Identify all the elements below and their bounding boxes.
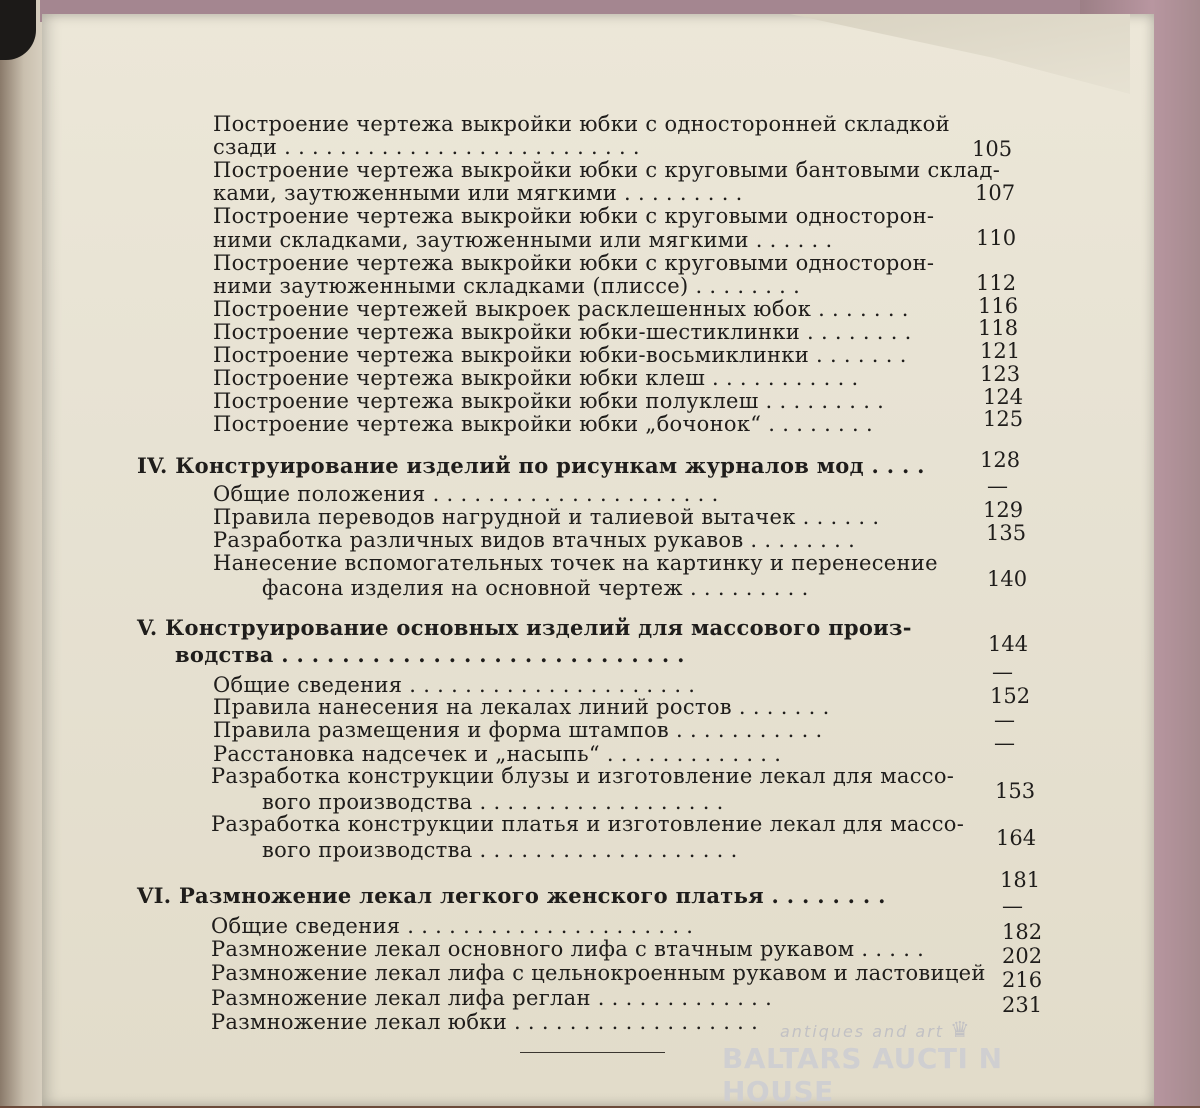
toc-entry: Разработка конструкции блузы и изготовление лекал для массо- <box>211 764 955 788</box>
toc-entry: Правила переводов нагрудной и талиевой вытачек . . . . . . <box>213 505 880 529</box>
toc-page-number: 128 <box>980 448 1021 472</box>
toc-entry: Общие сведения . . . . . . . . . . . . . . . . . . . . . <box>211 914 694 938</box>
toc-chapter-heading: VI. Размножение лекал легкого женского платья . . . . . . . . <box>137 883 886 908</box>
toc-entry: вого производства . . . . . . . . . . . . . . . . . . . <box>262 838 738 862</box>
toc-entry: сзади . . . . . . . . . . . . . . . . . . . . . . . . . . <box>213 135 640 159</box>
end-rule <box>520 1052 665 1053</box>
toc-page-number: 144 <box>988 632 1029 656</box>
watermark <box>722 1018 1122 1108</box>
toc-entry: вого производства . . . . . . . . . . . . . . . . . . <box>262 790 724 814</box>
toc-page-number: — <box>992 660 1013 684</box>
toc-page-number: 140 <box>987 567 1028 591</box>
toc-page-number: 129 <box>983 498 1024 522</box>
toc-entry: ними складками, заутюженными или мягкими . . . . . . <box>213 228 833 252</box>
toc-page-number: 182 <box>1002 920 1043 944</box>
watermark-tagline: antiques and art <box>780 1022 945 1041</box>
toc-entry: ними заутюженными складками (плиссе) . . . . . . . . <box>213 274 801 298</box>
toc-entry: Построение чертежа выкройки юбки с круговыми односторон- <box>213 204 935 228</box>
toc-page-number: — <box>987 474 1008 498</box>
toc-entry: ками, заутюженными или мягкими . . . . . . . . . <box>213 181 743 205</box>
toc-page-number: 181 <box>1000 868 1041 892</box>
toc-page-number: — <box>994 731 1015 755</box>
watermark-name: BALTARS AUCTI N HOUSE <box>722 1042 1003 1108</box>
toc-page-number: 152 <box>990 684 1031 708</box>
toc-page-number: 216 <box>1002 968 1043 992</box>
toc-page-number: 121 <box>980 339 1021 363</box>
toc-page-number: — <box>1002 894 1023 918</box>
toc-entry: Расстановка надсечек и „насыпь“ . . . . . . . . . . . . . <box>213 742 782 766</box>
toc-page-number: 153 <box>995 779 1036 803</box>
toc-entry: Общие положения . . . . . . . . . . . . . . . . . . . . . <box>213 482 719 506</box>
toc-entry: Построение чертежа выкройки юбки клеш . . . . . . . . . . . <box>213 366 859 390</box>
toc-page-number: 135 <box>986 521 1027 545</box>
toc-entry: Нанесение вспомогательных точек на картинку и перенесение <box>213 551 938 575</box>
toc-page-number: 231 <box>1002 993 1043 1017</box>
toc-page-number: 110 <box>976 226 1017 250</box>
toc-page-number: 164 <box>996 826 1037 850</box>
toc-page-number: 105 <box>972 137 1013 161</box>
toc-entry: Правила размещения и форма штампов . . . . . . . . . . . <box>213 718 823 742</box>
toc-page-number: 118 <box>978 316 1019 340</box>
toc-entry: Построение чертежа выкройки юбки с круговыми односторон- <box>213 251 935 275</box>
toc-entry: Построение чертежа выкройки юбки-шестиклинки . . . . . . . . <box>213 320 912 344</box>
toc-entry: Правила нанесения на лекалах линий ростов . . . . . . . <box>213 695 830 719</box>
toc-page-number: 107 <box>975 181 1016 205</box>
toc-entry: Построение чертежей выкроек расклешенных юбок . . . . . . . <box>213 297 909 321</box>
toc-entry: Построение чертежа выкройки юбки с круговыми бантовыми склад- <box>213 158 1001 182</box>
toc-entry: Размножение лекал юбки . . . . . . . . . . . . . . . . . . <box>211 1010 759 1034</box>
toc-page-number: 202 <box>1002 944 1043 968</box>
toc-chapter-heading: водства . . . . . . . . . . . . . . . . . . . . . . . . . . . <box>175 642 685 667</box>
toc-page-number: 116 <box>978 294 1019 318</box>
toc-chapter-heading: IV. Конструирование изделий по рисункам журналов мод . . . . <box>137 453 925 478</box>
toc-page-number: 123 <box>980 362 1021 386</box>
toc-entry: Размножение лекал лифа реглан . . . . . . . . . . . . . <box>211 986 773 1010</box>
toc-entry: Построение чертежа выкройки юбки с односторонней складкой <box>213 112 950 136</box>
toc-entry: Общие сведения . . . . . . . . . . . . . . . . . . . . . <box>213 673 696 697</box>
toc-entry: Построение чертежа выкройки юбки-восьмиклинки . . . . . . . <box>213 343 907 367</box>
toc-entry: Построение чертежа выкройки юбки „бочонок“ . . . . . . . . <box>213 412 873 436</box>
toc-entry: Построение чертежа выкройки юбки полуклеш . . . . . . . . . <box>213 389 885 413</box>
toc-page-number: 124 <box>983 385 1024 409</box>
toc-page-number: 112 <box>976 271 1017 295</box>
toc-entry: Размножение лекал основного лифа с втачным рукавом . . . . . <box>211 937 925 961</box>
toc-chapter-heading: V. Конструирование основных изделий для массового произ- <box>137 615 912 640</box>
toc-entry: Разработка различных видов втачных рукавов . . . . . . . . <box>213 528 856 552</box>
crown-icon: ♛ <box>950 1018 970 1043</box>
toc-page-number: — <box>994 708 1015 732</box>
toc-page-number: 125 <box>983 407 1024 431</box>
toc-entry: Размножение лекал лифа с цельнокроенным рукавом и ластовицей <box>211 961 986 985</box>
toc-entry: фасона изделия на основной чертеж . . . . . . . . . <box>262 576 809 600</box>
toc-entry: Разработка конструкции платья и изготовление лекал для массо- <box>211 812 965 836</box>
